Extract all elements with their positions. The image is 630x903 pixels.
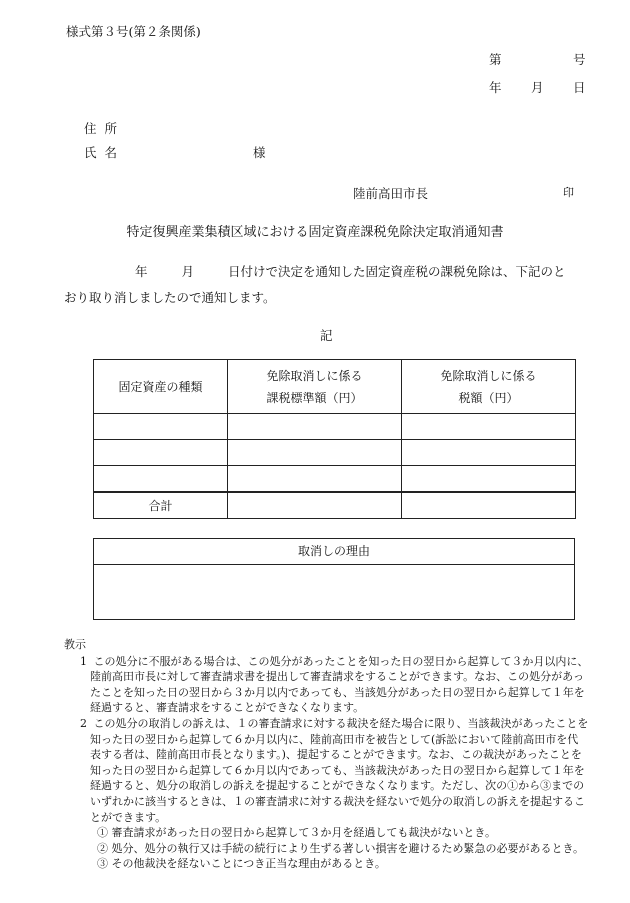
form-number: 様式第３号(第２条関係) [66,24,201,39]
table-row [94,414,576,440]
doc-no-suffix: 号 [573,52,586,67]
table-row [94,440,576,466]
instructions-label: 教示 [64,638,86,651]
date-month: 月 [531,80,544,95]
total-label: 合計 [94,492,228,519]
table-cell [402,414,576,440]
col-tax-base-l2: 課税標準額（円） [266,390,363,405]
instruction-item [64,716,589,825]
seal-mark: 印 [563,186,574,199]
col-tax-amount-l2: 税額（円） [458,390,519,405]
instruction-item [64,654,589,716]
instruction-subitem [72,841,589,857]
body-year: 年 [135,264,148,279]
instruction-num: 1 [80,654,87,668]
instruction-num: 2 [80,716,87,730]
instruction-subitem [72,856,589,872]
total-tax-base [228,492,402,519]
table-cell [402,440,576,466]
table-cell [228,440,402,466]
table-header-row [94,360,576,414]
subitem-num: ② [97,841,108,855]
instruction-subitem [72,825,589,841]
reason-box [93,538,575,620]
table-row [94,466,576,493]
reason-header: 取消しの理由 [94,539,574,565]
body-rest: 日付けで決定を通知した固定資産税の課税免除は、下記のと [227,264,566,279]
col-tax-amount-l1: 免除取消しに係る [440,368,537,383]
doc-no-prefix: 第 [489,52,502,67]
instructions-section [64,637,589,872]
date-day: 日 [573,80,586,95]
asset-table [93,359,576,519]
issuer-name: 陸前高田市長 [353,186,429,201]
honorific: 様 [253,145,266,160]
col-tax-base-l1: 免除取消しに係る [266,368,363,383]
name-label: 氏名 [84,145,126,160]
instruction-text: この処分の取消しの訴えは、１の審査請求に対する裁決を経た場合に限り、当該裁決があったことを知った日の翌日から起算して６か月以内に、陸前高田市を被告として(訴訟において陸前高田市を代表する者は、陸前高田市長となります。)、提起することができます。なお、この裁決があったことを知った日の翌日から起算して６か月以内であっても、当該裁決があった日の翌日から起算して１年を経過すると、処分の取消しの訴えを提起することができなくなります。ただし、次の①から③までのいずれかに該当するときは、１の審査請求に対する裁決を経ないで処分の取消しの訴えを提起することができます。 [90,716,589,824]
table-cell [94,440,228,466]
table-cell [402,466,576,493]
body-line-1 [135,262,565,280]
table-cell [94,466,228,493]
document-title: 特定復興産業集積区域における固定資産課税免除決定取消通知書 [126,225,504,240]
col-asset-type: 固定資産の種類 [94,360,228,414]
subitem-num: ① [97,826,108,840]
total-tax-amount [402,492,576,519]
body-line-2: おり取り消しましたので通知します。 [64,290,276,305]
ki-mark: 記 [320,328,333,343]
table-cell [228,466,402,493]
instruction-text: この処分に不服がある場合は、この処分があったことを知った日の翌日から起算して３か月以内に、陸前高田市長に対して審査請求書を提出して審査請求をすることができます。なお、この処分があったことを知った日の翌日から３か月以内であっても、当該処分があった日の翌日から起算して１年を経過すると、審査請求をすることができなくなります。 [90,654,589,715]
subitem-text: 審査請求があった日の翌日から起算して３か月を経過しても裁決がないとき。 [111,826,496,840]
subitem-text: 処分、処分の執行又は手続の続行により生ずる著しい損害を避けるため緊急の必要があるとき。 [111,841,585,855]
col-tax-base [228,360,402,414]
address-label: 住所 [84,121,126,136]
table-total-row [94,492,576,519]
date-year: 年 [489,80,502,95]
subitem-num: ③ [97,857,108,871]
body-month: 月 [181,264,194,279]
col-tax-amount [402,360,576,414]
table-cell [228,414,402,440]
table-cell [94,414,228,440]
subitem-text: その他裁決を経ないことにつき正当な理由があるとき。 [111,857,386,871]
